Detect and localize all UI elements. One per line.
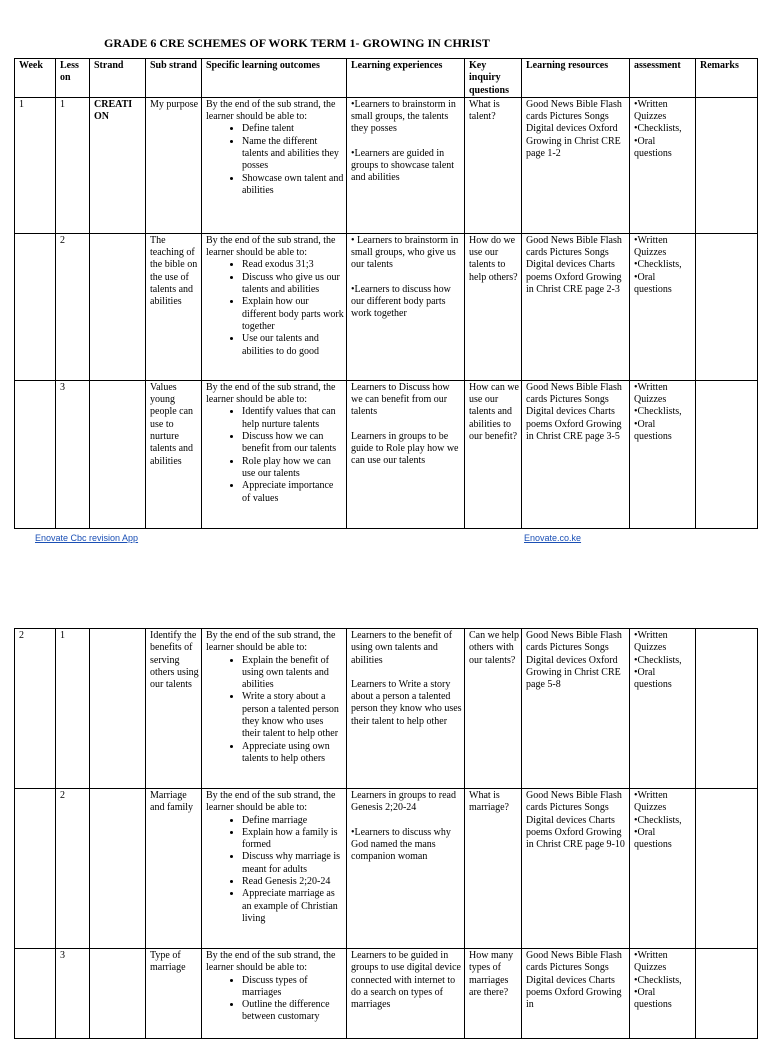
experiences-cell [347, 629, 465, 789]
revision-app-link[interactable]: Enovate Cbc revision App [35, 533, 139, 543]
resources-cell: Good News Bible Flash cards Pictures Songs Digital devices Charts poems Oxford Growing in Christ CRE page 2-3 [522, 233, 630, 380]
document-title: GRADE 6 CRE SCHEMES OF WORK TERM 1- GROWING IN CHRIST [104, 36, 490, 50]
remarks-cell [696, 629, 758, 789]
experience-gap [351, 419, 462, 431]
header-outcomes: Specific learning outcomes [202, 59, 347, 98]
experience-gap [351, 815, 462, 827]
outcomes-intro: By the end of the sub strand, the learner should be able to: [206, 790, 336, 814]
inquiry-cell: How many types of marriages are there? [465, 949, 522, 1039]
inquiry-cell: What is talent? [465, 97, 522, 233]
remarks-cell [696, 380, 758, 528]
experiences-cell [347, 380, 465, 528]
strand-cell [90, 949, 146, 1039]
outcome-item: • Showcase own talent and abilities [242, 173, 344, 198]
outcome-item: • Read Genesis 2;20-24 [242, 876, 344, 888]
experience-text: •Learners are guided in groups to showcase talent and abilities [351, 147, 455, 184]
resources-cell: Good News Bible Flash cards Pictures Songs Digital devices Charts poems Oxford Growing in Christ CRE page 9-10 [522, 789, 630, 949]
outcome-item: • Define talent [242, 123, 344, 135]
header-lesson: Less on [56, 59, 90, 98]
outcomes-list [206, 975, 344, 1024]
outcomes-intro: By the end of the sub strand, the learner should be able to: [206, 950, 336, 974]
week-cell: 1 [15, 97, 56, 233]
assessment-cell: •Written Quizzes •Checklists, •Oral questions [630, 789, 696, 949]
strand-cell [90, 789, 146, 949]
lesson-cell: 1 [56, 629, 90, 789]
sub-strand-cell: Type of marriage [146, 949, 202, 1039]
assessment-cell: •Written Quizzes •Checklists, •Oral questions [630, 629, 696, 789]
experiences-cell [347, 233, 465, 380]
header-strand: Strand [90, 59, 146, 98]
outcome-item: • Use our talents and abilities to do good [242, 333, 344, 358]
lesson-cell: 3 [56, 949, 90, 1039]
header-inquiry: Key inquiry questions [465, 59, 522, 98]
outcome-item: • Outline the difference between customary [242, 999, 344, 1024]
experience-text: Learners in groups to read Genesis 2;20-24 [351, 790, 456, 814]
inquiry-cell: How can we use our talents and abilities to our benefit? [465, 380, 522, 528]
sub-strand-cell: Identify the benefits of serving others using our talents [146, 629, 202, 789]
week-cell [15, 233, 56, 380]
outcome-item: • Appreciate marriage as an example of Christian living [242, 888, 344, 925]
remarks-cell [696, 789, 758, 949]
outcome-item: • Discuss types of marriages [242, 975, 344, 1000]
experiences-cell [347, 97, 465, 233]
sub-strand-cell: The teaching of the bible on the use of talents and abilities [146, 233, 202, 380]
outcomes-list [206, 259, 344, 357]
table-row [15, 629, 758, 789]
table-row [15, 97, 758, 233]
header-week: Week [15, 59, 56, 98]
inquiry-cell: Can we help others with our talents? [465, 629, 522, 789]
sub-strand-cell: Values young people can use to nurture talents and abilities [146, 380, 202, 528]
assessment-cell: •Written Quizzes •Checklists, •Oral questions [630, 380, 696, 528]
outcome-item: • Write a story about a person a talented person they know who uses their talent to help other [242, 691, 344, 740]
assessment-cell: •Written Quizzes •Checklists, •Oral questions [630, 949, 696, 1039]
table-row [15, 949, 758, 1039]
header-experiences: Learning experiences [347, 59, 465, 98]
lesson-cell: 3 [56, 380, 90, 528]
experience-gap [351, 667, 462, 679]
inquiry-cell: How do we use our talents to help others? [465, 233, 522, 380]
assessment-cell: •Written Quizzes •Checklists, •Oral questions [630, 97, 696, 233]
week-cell [15, 789, 56, 949]
experience-text: Learners to Write a story about a person a talented person they know who uses their talent to help other [351, 678, 462, 727]
sub-strand-cell: My purpose [146, 97, 202, 233]
outcome-item: • Discuss who give us our talents and abilities [242, 272, 344, 297]
outcomes-cell [202, 233, 347, 380]
outcome-item: • Appreciate using own talents to help others [242, 741, 344, 766]
lesson-cell: 1 [56, 97, 90, 233]
experience-text: Learners to the benefit of using own talents and abilities [351, 630, 453, 666]
outcomes-intro: By the end of the sub strand, the learner should be able to: [206, 381, 336, 406]
outcomes-cell [202, 789, 347, 949]
website-link[interactable]: Enovate.co.ke [524, 533, 582, 543]
header-resources: Learning resources [522, 59, 630, 98]
outcomes-cell [202, 97, 347, 233]
strand-cell: CREATI ON [90, 97, 146, 233]
week-cell [15, 949, 56, 1039]
header-sub-strand: Sub strand [146, 59, 202, 98]
outcomes-list [206, 815, 344, 926]
table-header-row [15, 59, 758, 98]
resources-cell: Good News Bible Flash cards Pictures Songs Digital devices Charts poems Oxford Growing in Christ CRE page 3-5 [522, 380, 630, 528]
outcome-item: • Explain the benefit of using own talents and abilities [242, 655, 344, 692]
experience-text: Learners to be guided in groups to use digital device connected with internet to do a search on types of marriages [351, 950, 461, 1011]
outcomes-list [206, 406, 344, 504]
lesson-cell: 2 [56, 789, 90, 949]
experience-text: • Learners to brainstorm in small groups, who give us our talents [351, 234, 459, 271]
resources-cell: Good News Bible Flash cards Pictures Songs Digital devices Charts poems Oxford Growing in [522, 949, 630, 1039]
outcome-item: • Name the different talents and abilities they posses [242, 136, 344, 173]
table-row [15, 789, 758, 949]
outcome-item: • Identify values that can help nurture talents [242, 406, 344, 431]
assessment-cell: •Written Quizzes •Checklists, •Oral questions [630, 233, 696, 380]
experience-text: •Learners to brainstorm in small groups, the talents they posses [351, 98, 456, 135]
remarks-cell [696, 949, 758, 1039]
experience-text: •Learners to discuss why God named the mans companion woman [351, 826, 451, 863]
outcomes-intro: By the end of the sub strand, the learner should be able to: [206, 234, 336, 259]
outcomes-cell [202, 629, 347, 789]
sub-strand-cell: Marriage and family [146, 789, 202, 949]
schemes-table-page-1 [14, 58, 758, 529]
experience-text: Learners to Discuss how we can benefit from our talents [351, 381, 450, 418]
remarks-cell [696, 233, 758, 380]
outcomes-cell [202, 949, 347, 1039]
header-assessment: assessment [630, 59, 696, 98]
table-row [15, 233, 758, 380]
experience-text: Learners in groups to be guide to Role play how we can use our talents [351, 430, 459, 467]
experience-gap [351, 136, 462, 148]
outcome-item: • Role play how we can use our talents [242, 456, 344, 481]
outcomes-intro: By the end of the sub strand, the learner should be able to: [206, 630, 336, 654]
outcomes-cell [202, 380, 347, 528]
lesson-cell: 2 [56, 233, 90, 380]
schemes-table-page-2 [14, 628, 758, 1039]
outcomes-list [206, 655, 344, 766]
outcome-item: • Read exodus 31;3 [242, 259, 344, 271]
outcome-item: • Explain how our different body parts work together [242, 296, 344, 333]
experiences-cell [347, 789, 465, 949]
resources-cell: Good News Bible Flash cards Pictures Songs Digital devices Oxford Growing in Christ CRE page 5-8 [522, 629, 630, 789]
outcome-item: • Explain how a family is formed [242, 827, 344, 852]
header-remarks: Remarks [696, 59, 758, 98]
strand-cell [90, 380, 146, 528]
strand-cell [90, 233, 146, 380]
outcomes-intro: By the end of the sub strand, the learner should be able to: [206, 98, 336, 123]
strand-cell [90, 629, 146, 789]
outcome-item: • Appreciate importance of values [242, 480, 344, 505]
week-cell: 2 [15, 629, 56, 789]
experience-gap [351, 272, 462, 284]
outcome-item: • Define marriage [242, 815, 344, 827]
outcome-item: • Discuss why marriage is meant for adults [242, 851, 344, 876]
resources-cell: Good News Bible Flash cards Pictures Songs Digital devices Oxford Growing in Christ CRE page 1-2 [522, 97, 630, 233]
table-row [15, 380, 758, 528]
remarks-cell [696, 97, 758, 233]
outcome-item: • Discuss how we can benefit from our talents [242, 431, 344, 456]
outcomes-list [206, 123, 344, 197]
inquiry-cell: What is marriage? [465, 789, 522, 949]
experience-text: •Learners to discuss how our different body parts work together [351, 283, 451, 320]
week-cell [15, 380, 56, 528]
experiences-cell [347, 949, 465, 1039]
